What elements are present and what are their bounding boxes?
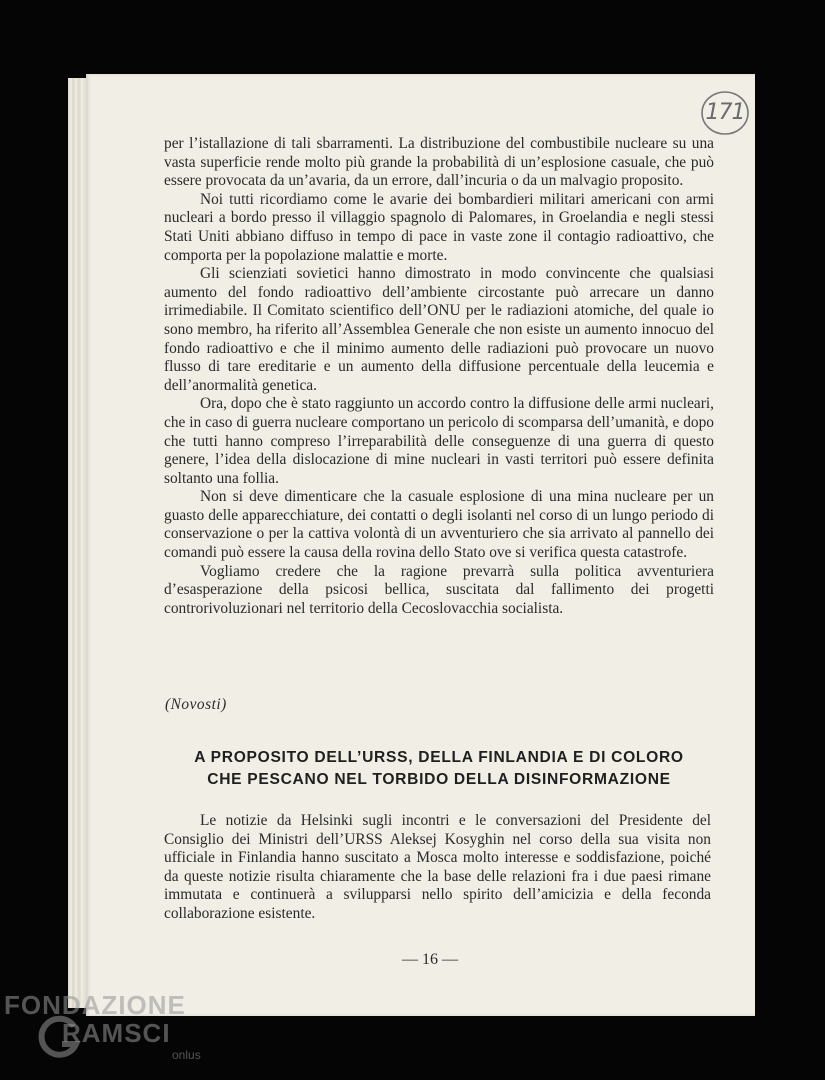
watermark-line-1: FONDAZIONE: [4, 990, 186, 1020]
section-body: [164, 812, 711, 924]
article-source: (Novosti): [165, 696, 227, 713]
article-body: [164, 135, 714, 618]
body-paragraph-2: Noi tutti ricordiamo come le avarie dei bombardieri militari americani con armi nucleari a bordo presso il villaggio spagnolo di Palomares, in Groelandia e negli stessi Stati Uniti abbiano diffuso in tempo di pace in vaste zone il contagio radioattivo, che comporta per la popolazione malattie e morte.: [164, 190, 714, 264]
section-paragraph: Le notizie da Helsinki sugli incontri e le conversazioni del Presidente del Consiglio dei Ministri dell’URSS Aleksej Kosyghin nel corso della sua visita non ufficiale in Finlandia hanno suscitato a Mosca molto interesse e soddisfazione, poiché da queste notizie risulta chiaramente che la base delle relazioni fra i due paesi rimane immutata e continuerà a svilupparsi nello spirito dell’amicizia e della feconda collaborazione esistente.: [164, 812, 711, 922]
section-heading: [164, 747, 714, 791]
body-paragraph-5: Non si deve dimenticare che la casuale esplosione di una mina nucleare per un guasto delle apparecchiature, dei contatti o degli isolanti nel corso di un lungo periodo di conservazione o per la cattiva volontà di un avventuriero che sia arrivato al pannello dei comandi può essere la causa della rovina dello Stato ove si verifica questa catastrofe.: [164, 488, 714, 562]
body-paragraph-4: Ora, dopo che è stato raggiunto un accordo contro la diffusione delle armi nucleari, che in caso di guerra nucleare comportano un pericolo di scomparsa dell’umanità, e dopo che tutti hanno compreso l’irreparabilità delle conseguenze di una guerra di questo genere, l’idea della dislocazione di mine nucleari in vasti territori può essere definita soltanto una follia.: [164, 395, 714, 487]
folio-number-text: 171: [705, 100, 745, 125]
section-heading-line-1: A PROPOSITO DELL’URSS, DELLA FINLANDIA E DI COLORO: [194, 749, 684, 766]
section-heading-line-2: CHE PESCANO NEL TORBIDO DELLA DISINFORMAZIONE: [207, 771, 671, 788]
handwritten-folio-number: [700, 88, 750, 138]
watermark-line-2: RAMSCI: [62, 1018, 171, 1048]
body-paragraph-3: Gli scienziati sovietici hanno dimostrato in modo convincente che qualsiasi aumento del fondo radioattivo dell’ambiente circostante può arrecare un danno irrimediabile. Il Comitato scientifico dell’ONU per le radiazioni atomiche, del quale io sono membro, ha riferito all’Assemblea Generale che non esiste un aumento innocuo del fondo radioattivo e che il minimo aumento delle radiazioni può provocare un nuovo flusso di tare ereditarie e un aumento della diffusione percentuale della leucemia e dell’anormalità genetica.: [164, 265, 714, 394]
body-paragraph-6: Vogliamo credere che la ragione prevarrà sulla politica avventuriera d’esasperazione della psicosi bellica, suscitata dal fallimento dei progetti controrivoluzionari nel territorio della Cecoslovacchia socialista.: [164, 562, 714, 617]
page-stack-edge: [68, 78, 88, 1008]
fondazione-gramsci-watermark: [4, 990, 214, 1070]
watermark-line-3: onlus: [172, 1048, 201, 1062]
page-number: — 16 —: [402, 951, 458, 968]
body-paragraph-1: per l’istallazione di tali sbarramenti. La distribuzione del combustibile nucleare su una vasta superficie rende molto più grande la probabilità di un’esplosione casuale, che può essere provocata da un’avaria, da un errore, dall’incuria o da un malvagio proposito.: [164, 135, 714, 190]
